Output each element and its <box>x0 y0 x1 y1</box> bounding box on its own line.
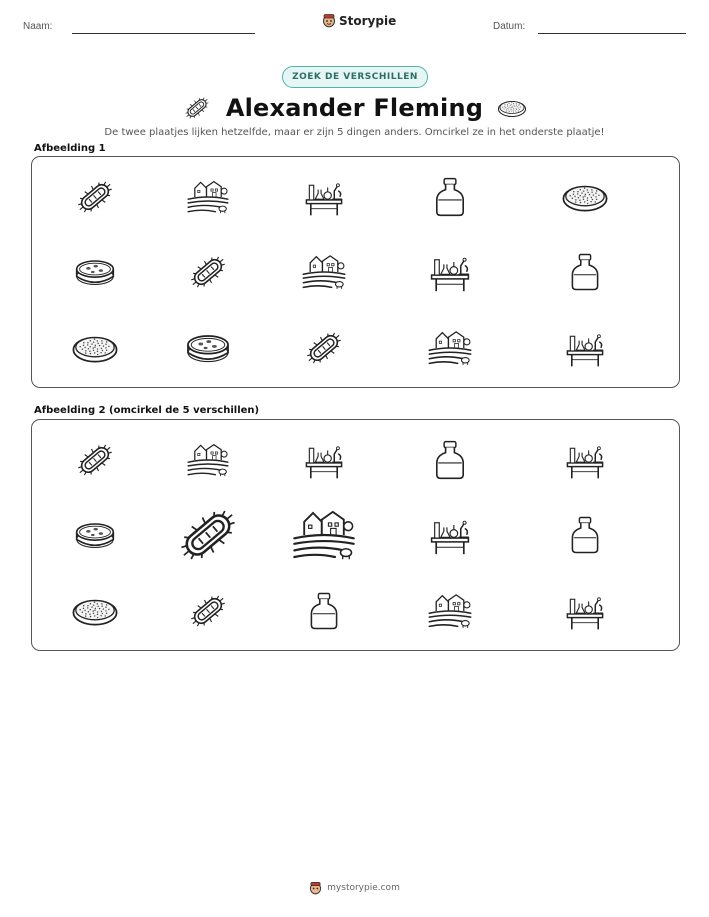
picture-1-panel <box>31 156 680 388</box>
lab-table-icon <box>563 326 607 370</box>
farm-icon <box>186 175 230 219</box>
storypie-mascot-icon <box>309 881 322 895</box>
petri-dish-colonies-icon <box>73 513 117 557</box>
worksheet-type-badge: ZOEK DE VERSCHILLEN <box>282 66 428 88</box>
brand-name: Storypie <box>339 13 397 28</box>
farm-icon <box>427 325 473 371</box>
farm-icon <box>291 502 357 568</box>
farm-icon <box>186 438 230 482</box>
bacterium-icon <box>73 438 117 482</box>
title-row <box>0 90 709 126</box>
picture-2-panel[interactable] <box>31 419 680 651</box>
lab-table-icon <box>427 249 473 295</box>
lab-table-icon <box>427 512 473 558</box>
farm-icon <box>427 588 473 634</box>
brand-logo <box>322 13 396 28</box>
petri-dish-colonies-icon <box>184 324 232 372</box>
title-petri-dish-icon <box>497 93 527 123</box>
farm-icon <box>301 249 347 295</box>
bacterium-icon <box>173 500 243 570</box>
petri-dish-icon <box>71 587 119 635</box>
lab-table-icon <box>563 438 607 482</box>
date-label: Datum: <box>493 21 526 32</box>
petri-dish-colonies-icon <box>73 250 117 294</box>
bacterium-icon <box>186 250 230 294</box>
bottle-icon <box>564 251 606 293</box>
bottle-icon <box>428 438 472 482</box>
bottle-icon <box>564 514 606 556</box>
bacterium-icon <box>73 175 117 219</box>
bottle-icon <box>428 175 472 219</box>
picture-1-label: Afbeelding 1 <box>34 143 106 154</box>
footer-url[interactable]: mystorypie.com <box>327 883 400 893</box>
bottle-icon <box>303 590 345 632</box>
date-field[interactable] <box>538 33 686 34</box>
lab-table-icon <box>563 589 607 633</box>
footer <box>0 881 709 895</box>
title-bacterium-icon <box>182 93 212 123</box>
name-field[interactable] <box>72 33 255 34</box>
lab-table-icon <box>302 438 346 482</box>
petri-dish-icon <box>561 173 609 221</box>
page-title: Alexander Fleming <box>225 94 484 122</box>
picture-2-label: Afbeelding 2 (omcirkel de 5 verschillen) <box>34 405 260 416</box>
bacterium-icon <box>186 589 230 633</box>
storypie-mascot-icon <box>322 13 336 28</box>
petri-dish-icon <box>71 324 119 372</box>
bacterium-icon <box>302 326 346 370</box>
instructions: De twee plaatjes lijken hetzelfde, maar er zijn 5 dingen anders. Omcirkel ze in het onderste plaatje! <box>104 127 605 138</box>
lab-table-icon <box>302 175 346 219</box>
name-label: Naam: <box>23 21 53 32</box>
